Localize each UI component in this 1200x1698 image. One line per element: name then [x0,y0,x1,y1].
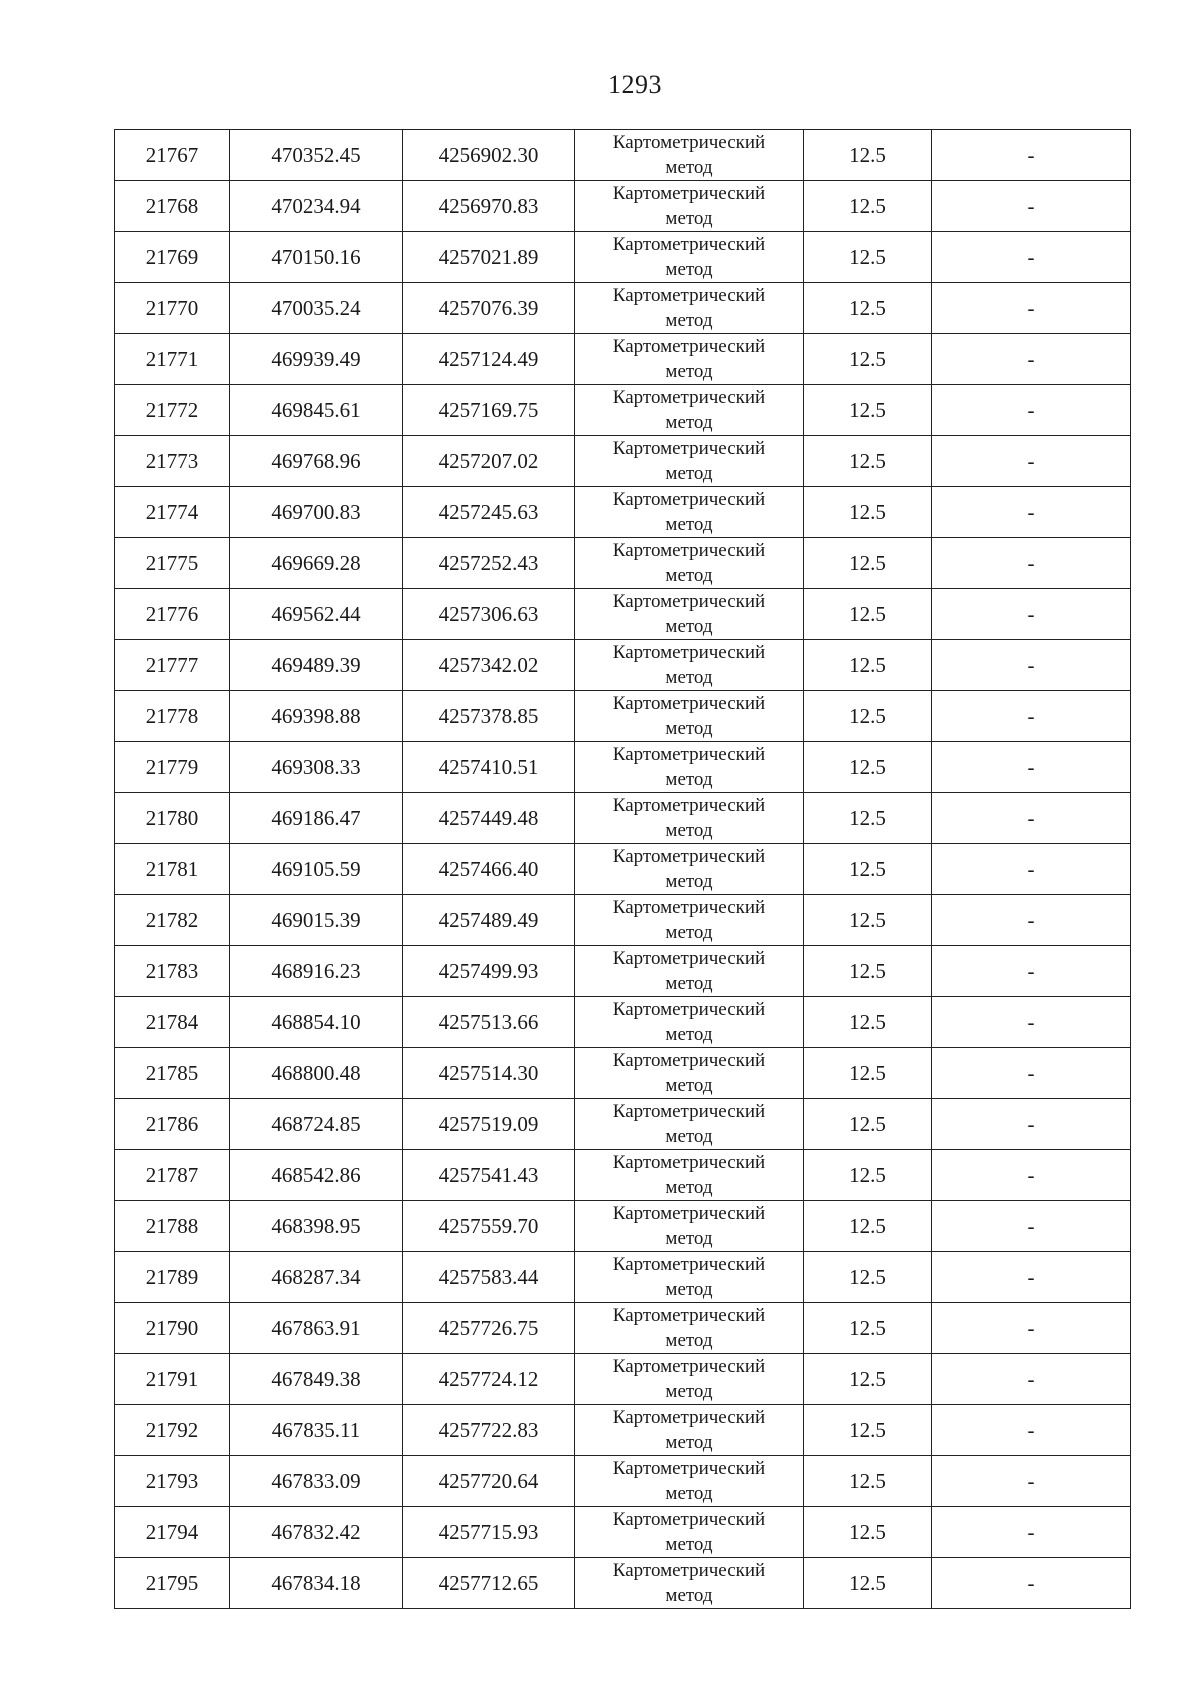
point-number-cell: 21773 [115,436,230,487]
method-cell [575,1048,804,1099]
method-cell [575,1252,804,1303]
x-coordinate-cell: 467832.42 [230,1507,403,1558]
method-cell [575,436,804,487]
method-label-line2: метод [665,208,713,229]
error-value-cell: 12.5 [804,640,932,691]
note-cell: - [932,1507,1131,1558]
method-label-line2: метод [665,820,713,841]
method-cell [575,1507,804,1558]
point-number-cell: 21795 [115,1558,230,1609]
error-value-cell: 12.5 [804,538,932,589]
point-number-cell: 21772 [115,385,230,436]
point-number-cell: 21776 [115,589,230,640]
method-cell [575,1354,804,1405]
table-row [115,793,1131,844]
y-coordinate-cell: 4257722.83 [403,1405,575,1456]
table-row [115,1507,1131,1558]
method-label-line1: Картометрический [612,183,766,204]
x-coordinate-cell: 469939.49 [230,334,403,385]
point-number-cell: 21771 [115,334,230,385]
y-coordinate-cell: 4257378.85 [403,691,575,742]
method-label-line1: Картометрический [612,1356,766,1377]
method-label-line2: метод [665,616,713,637]
y-coordinate-cell: 4257169.75 [403,385,575,436]
method-label-line2: метод [665,361,713,382]
method-cell [575,997,804,1048]
table-row [115,997,1131,1048]
error-value-cell: 12.5 [804,691,932,742]
method-cell [575,742,804,793]
x-coordinate-cell: 469669.28 [230,538,403,589]
note-cell: - [932,1150,1131,1201]
table-row [115,1252,1131,1303]
note-cell: - [932,895,1131,946]
note-cell: - [932,1405,1131,1456]
error-value-cell: 12.5 [804,1150,932,1201]
x-coordinate-cell: 470035.24 [230,283,403,334]
note-cell: - [932,436,1131,487]
error-value-cell: 12.5 [804,1201,932,1252]
point-number-cell: 21774 [115,487,230,538]
error-value-cell: 12.5 [804,895,932,946]
point-number-cell: 21789 [115,1252,230,1303]
error-value-cell: 12.5 [804,487,932,538]
error-value-cell: 12.5 [804,1405,932,1456]
y-coordinate-cell: 4257519.09 [403,1099,575,1150]
method-cell [575,130,804,181]
point-number-cell: 21768 [115,181,230,232]
method-label-line1: Картометрический [612,132,766,153]
method-label-line2: метод [665,973,713,994]
method-label-line1: Картометрический [612,795,766,816]
point-number-cell: 21791 [115,1354,230,1405]
method-label-line2: метод [665,259,713,280]
note-cell: - [932,793,1131,844]
y-coordinate-cell: 4257489.49 [403,895,575,946]
page-number: 1293 [608,70,662,99]
method-cell [575,793,804,844]
table-row [115,1201,1131,1252]
method-label-line2: метод [665,565,713,586]
method-cell [575,640,804,691]
y-coordinate-cell: 4257541.43 [403,1150,575,1201]
x-coordinate-cell: 469768.96 [230,436,403,487]
point-number-cell: 21788 [115,1201,230,1252]
method-cell [575,487,804,538]
point-number-cell: 21767 [115,130,230,181]
method-label-line2: метод [665,1279,713,1300]
y-coordinate-cell: 4257514.30 [403,1048,575,1099]
table-row [115,334,1131,385]
error-value-cell: 12.5 [804,1354,932,1405]
method-cell [575,1558,804,1609]
point-number-cell: 21794 [115,1507,230,1558]
method-cell [575,538,804,589]
method-label-line2: метод [665,1585,713,1606]
point-number-cell: 21770 [115,283,230,334]
method-cell [575,1099,804,1150]
y-coordinate-cell: 4257715.93 [403,1507,575,1558]
point-number-cell: 21775 [115,538,230,589]
x-coordinate-cell: 469845.61 [230,385,403,436]
method-cell [575,334,804,385]
method-label-line2: метод [665,1228,713,1249]
method-label-line2: метод [665,1534,713,1555]
point-number-cell: 21784 [115,997,230,1048]
x-coordinate-cell: 468916.23 [230,946,403,997]
y-coordinate-cell: 4256970.83 [403,181,575,232]
error-value-cell: 12.5 [804,793,932,844]
method-label-line1: Картометрический [612,999,766,1020]
method-label-line2: метод [665,1432,713,1453]
point-number-cell: 21780 [115,793,230,844]
error-value-cell: 12.5 [804,1456,932,1507]
table-row [115,1150,1131,1201]
method-label-line2: метод [665,514,713,535]
note-cell: - [932,1303,1131,1354]
method-label-line1: Картометрический [612,1254,766,1275]
method-label-line1: Картометрический [612,1560,766,1581]
method-label-line1: Картометрический [612,438,766,459]
method-label-line1: Картометрический [612,1305,766,1326]
x-coordinate-cell: 470352.45 [230,130,403,181]
table-row [115,130,1131,181]
point-number-cell: 21782 [115,895,230,946]
error-value-cell: 12.5 [804,844,932,895]
y-coordinate-cell: 4257726.75 [403,1303,575,1354]
method-label-line2: метод [665,310,713,331]
table-row [115,538,1131,589]
table-row [115,232,1131,283]
note-cell: - [932,742,1131,793]
note-cell: - [932,1558,1131,1609]
method-label-line2: метод [665,718,713,739]
y-coordinate-cell: 4257124.49 [403,334,575,385]
method-label-line1: Картометрический [612,285,766,306]
point-number-cell: 21777 [115,640,230,691]
method-cell [575,844,804,895]
y-coordinate-cell: 4257712.65 [403,1558,575,1609]
y-coordinate-cell: 4257449.48 [403,793,575,844]
method-label-line1: Картометрический [612,387,766,408]
table-row [115,895,1131,946]
method-label-line1: Картометрический [612,897,766,918]
note-cell: - [932,997,1131,1048]
point-number-cell: 21785 [115,1048,230,1099]
error-value-cell: 12.5 [804,1303,932,1354]
method-label-line2: метод [665,157,713,178]
method-label-line2: метод [665,1075,713,1096]
method-cell [575,283,804,334]
method-cell [575,1456,804,1507]
point-number-cell: 21787 [115,1150,230,1201]
method-cell [575,385,804,436]
y-coordinate-cell: 4257513.66 [403,997,575,1048]
method-label-line1: Картометрический [612,1458,766,1479]
table-row [115,589,1131,640]
table-row [115,487,1131,538]
x-coordinate-cell: 469489.39 [230,640,403,691]
method-label-line1: Картометрический [612,846,766,867]
note-cell: - [932,1252,1131,1303]
method-label-line1: Картометрический [612,1407,766,1428]
x-coordinate-cell: 468724.85 [230,1099,403,1150]
point-number-cell: 21793 [115,1456,230,1507]
table-row [115,436,1131,487]
method-label-line1: Картометрический [612,1050,766,1071]
method-label-line2: метод [665,1024,713,1045]
x-coordinate-cell: 470234.94 [230,181,403,232]
point-number-cell: 21781 [115,844,230,895]
method-label-line1: Картометрический [612,591,766,612]
table-row [115,640,1131,691]
table-row [115,283,1131,334]
note-cell: - [932,334,1131,385]
method-label-line2: метод [665,922,713,943]
y-coordinate-cell: 4257724.12 [403,1354,575,1405]
x-coordinate-cell: 467835.11 [230,1405,403,1456]
method-label-line2: метод [665,871,713,892]
error-value-cell: 12.5 [804,232,932,283]
note-cell: - [932,283,1131,334]
method-cell [575,1201,804,1252]
note-cell: - [932,1048,1131,1099]
y-coordinate-cell: 4256902.30 [403,130,575,181]
note-cell: - [932,232,1131,283]
x-coordinate-cell: 467863.91 [230,1303,403,1354]
x-coordinate-cell: 470150.16 [230,232,403,283]
note-cell: - [932,640,1131,691]
method-label-line2: метод [665,412,713,433]
method-label-line1: Картометрический [612,744,766,765]
y-coordinate-cell: 4257207.02 [403,436,575,487]
note-cell: - [932,1099,1131,1150]
method-label-line2: метод [665,667,713,688]
table-row [115,385,1131,436]
x-coordinate-cell: 468398.95 [230,1201,403,1252]
table-row [115,691,1131,742]
table-row [115,1354,1131,1405]
method-label-line1: Картометрический [612,642,766,663]
method-cell [575,895,804,946]
method-cell [575,691,804,742]
table-body [115,130,1131,1609]
method-label-line2: метод [665,463,713,484]
error-value-cell: 12.5 [804,385,932,436]
note-cell: - [932,385,1131,436]
error-value-cell: 12.5 [804,283,932,334]
method-label-line2: метод [665,1126,713,1147]
x-coordinate-cell: 469105.59 [230,844,403,895]
note-cell: - [932,844,1131,895]
method-label-line2: метод [665,1330,713,1351]
y-coordinate-cell: 4257499.93 [403,946,575,997]
method-label-line2: метод [665,1381,713,1402]
table-row [115,1558,1131,1609]
note-cell: - [932,946,1131,997]
point-number-cell: 21769 [115,232,230,283]
y-coordinate-cell: 4257342.02 [403,640,575,691]
y-coordinate-cell: 4257410.51 [403,742,575,793]
method-cell [575,589,804,640]
x-coordinate-cell: 469398.88 [230,691,403,742]
note-cell: - [932,538,1131,589]
method-label-line1: Картометрический [612,540,766,561]
point-number-cell: 21792 [115,1405,230,1456]
x-coordinate-cell: 468800.48 [230,1048,403,1099]
table-row [115,946,1131,997]
y-coordinate-cell: 4257306.63 [403,589,575,640]
error-value-cell: 12.5 [804,946,932,997]
point-number-cell: 21779 [115,742,230,793]
x-coordinate-cell: 469562.44 [230,589,403,640]
x-coordinate-cell: 468854.10 [230,997,403,1048]
x-coordinate-cell: 469186.47 [230,793,403,844]
note-cell: - [932,1456,1131,1507]
note-cell: - [932,589,1131,640]
x-coordinate-cell: 469700.83 [230,487,403,538]
error-value-cell: 12.5 [804,436,932,487]
y-coordinate-cell: 4257245.63 [403,487,575,538]
point-number-cell: 21786 [115,1099,230,1150]
x-coordinate-cell: 467833.09 [230,1456,403,1507]
x-coordinate-cell: 468287.34 [230,1252,403,1303]
error-value-cell: 12.5 [804,589,932,640]
method-label-line1: Картометрический [612,1101,766,1122]
table-row [115,1303,1131,1354]
y-coordinate-cell: 4257021.89 [403,232,575,283]
note-cell: - [932,487,1131,538]
x-coordinate-cell: 467849.38 [230,1354,403,1405]
point-number-cell: 21790 [115,1303,230,1354]
y-coordinate-cell: 4257466.40 [403,844,575,895]
error-value-cell: 12.5 [804,1099,932,1150]
table-row [115,1048,1131,1099]
table-row [115,742,1131,793]
method-label-line1: Картометрический [612,1152,766,1173]
method-cell [575,232,804,283]
note-cell: - [932,130,1131,181]
x-coordinate-cell: 468542.86 [230,1150,403,1201]
method-label-line2: метод [665,1177,713,1198]
point-number-cell: 21778 [115,691,230,742]
method-label-line2: метод [665,769,713,790]
method-label-line1: Картометрический [612,234,766,255]
note-cell: - [932,1201,1131,1252]
method-label-line1: Картометрический [612,693,766,714]
method-label-line1: Картометрический [612,948,766,969]
table-row [115,181,1131,232]
note-cell: - [932,181,1131,232]
method-cell [575,1405,804,1456]
method-cell [575,946,804,997]
y-coordinate-cell: 4257076.39 [403,283,575,334]
method-label-line1: Картометрический [612,489,766,510]
method-label-line1: Картометрический [612,1509,766,1530]
note-cell: - [932,691,1131,742]
coordinates-table [114,129,1131,1609]
table-row [115,844,1131,895]
point-number-cell: 21783 [115,946,230,997]
error-value-cell: 12.5 [804,997,932,1048]
x-coordinate-cell: 469015.39 [230,895,403,946]
y-coordinate-cell: 4257583.44 [403,1252,575,1303]
error-value-cell: 12.5 [804,181,932,232]
y-coordinate-cell: 4257720.64 [403,1456,575,1507]
method-cell [575,1303,804,1354]
table-row [115,1405,1131,1456]
method-cell [575,181,804,232]
y-coordinate-cell: 4257252.43 [403,538,575,589]
error-value-cell: 12.5 [804,334,932,385]
table-row [115,1099,1131,1150]
method-cell [575,1150,804,1201]
x-coordinate-cell: 469308.33 [230,742,403,793]
error-value-cell: 12.5 [804,130,932,181]
error-value-cell: 12.5 [804,1558,932,1609]
error-value-cell: 12.5 [804,1048,932,1099]
table-row [115,1456,1131,1507]
method-label-line1: Картометрический [612,1203,766,1224]
x-coordinate-cell: 467834.18 [230,1558,403,1609]
method-label-line2: метод [665,1483,713,1504]
error-value-cell: 12.5 [804,1252,932,1303]
y-coordinate-cell: 4257559.70 [403,1201,575,1252]
method-label-line1: Картометрический [612,336,766,357]
error-value-cell: 12.5 [804,742,932,793]
error-value-cell: 12.5 [804,1507,932,1558]
note-cell: - [932,1354,1131,1405]
